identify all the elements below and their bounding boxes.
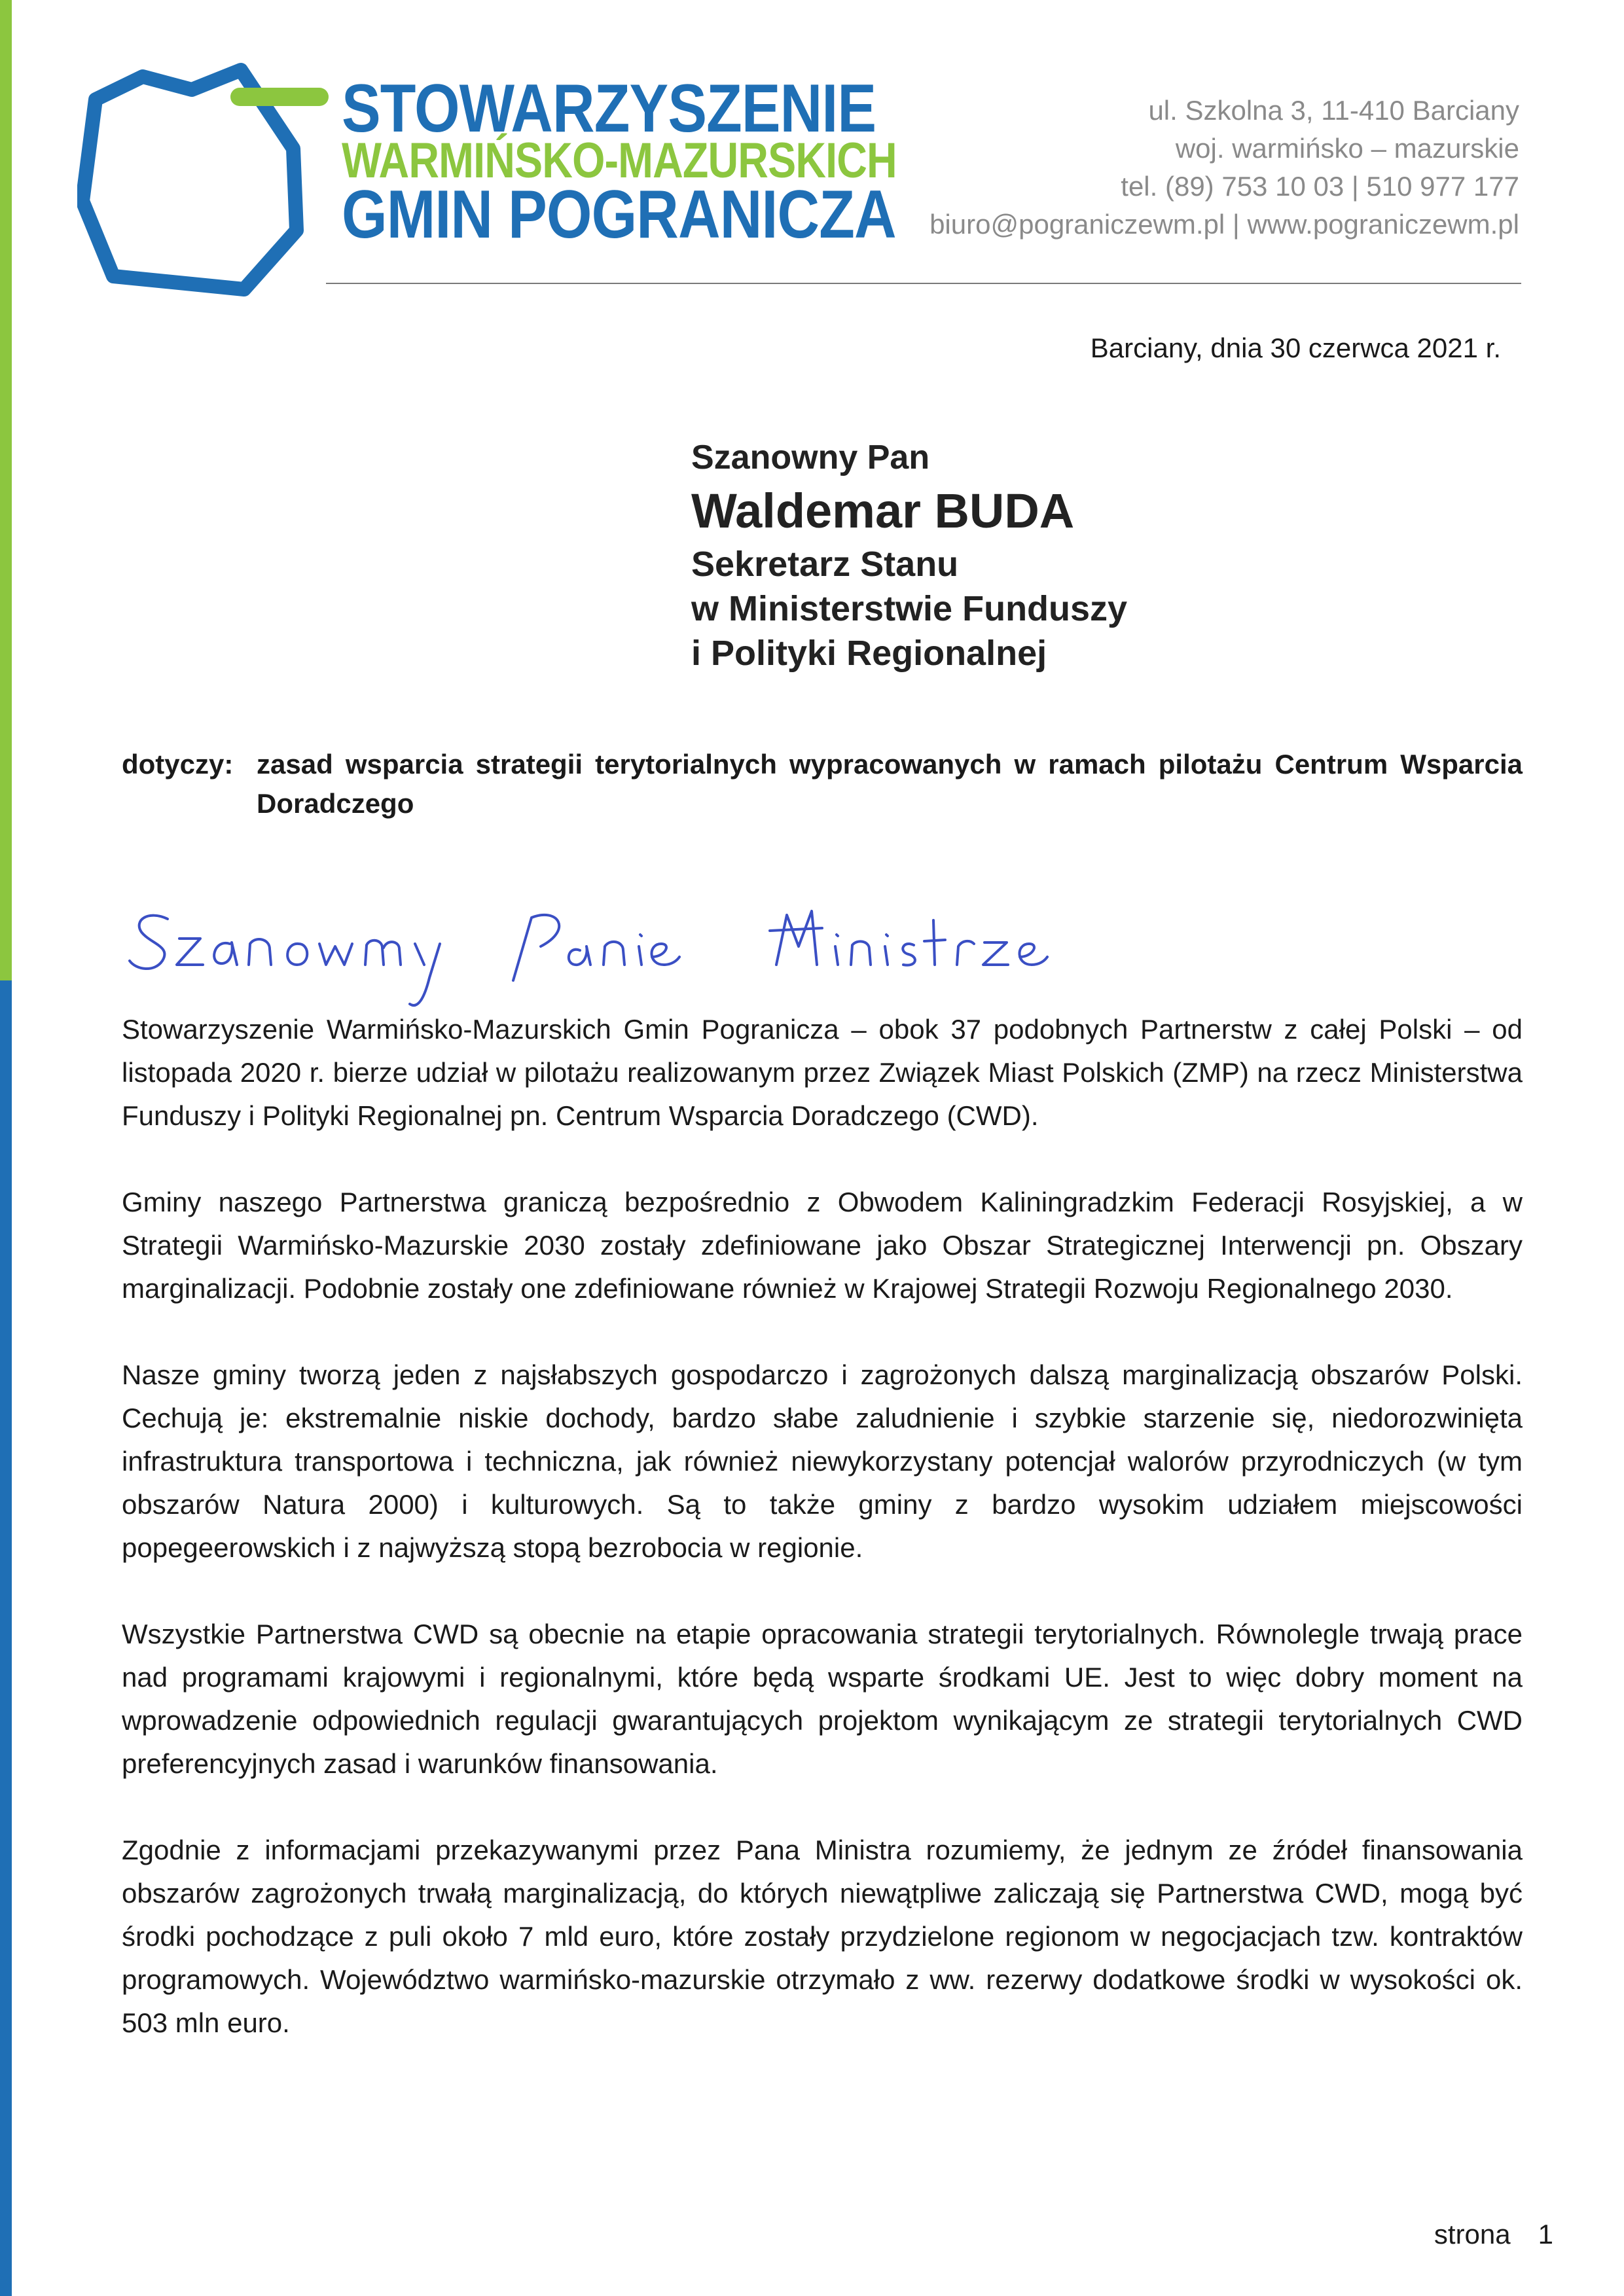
- contact-block: [929, 92, 1519, 243]
- logo-line-1: STOWARZYSZENIE: [342, 71, 876, 147]
- logo-map-outline-icon: [77, 60, 333, 315]
- subject-text: zasad wsparcia strategii terytorialnych wypracowanych w ramach pilotażu Centrum Wsparcia Doradczego: [257, 749, 1523, 819]
- contact-phone: tel. (89) 753 10 03 | 510 977 177: [1121, 171, 1519, 202]
- body-paragraph: Gminy naszego Partnerstwa graniczą bezpośrednio z Obwodem Kaliningradzkim Federacji Rosyjskiej, a w Strategii Warmińsko-Mazurskie 2030 zostały zdefiniowane jako Obszar Strategicznej Interwencji pn. Obszary marginalizacji. Podobnie zostały one zdefiniowane również w Krajowej Strategii Rozwoju Regionalnego 2030.: [122, 1187, 1523, 1304]
- body-paragraph: Wszystkie Partnerstwa CWD są obecnie na etapie opracowania strategii terytorialnych. Równolegle trwają prace nad programami krajowymi i regionalnymi, które będą wsparte środkami UE. Jest to więc dobry moment na wprowadzenie odpowiednich regulacji gwarantujących projektom wynikającym ze strategii terytorialnych CWD preferencyjnych zasad i warunków finansowania.: [122, 1619, 1523, 1779]
- handwritten-greeting: [122, 881, 1156, 1012]
- logo-line-2: WARMIŃSKO-MAZURSKICH: [342, 133, 897, 188]
- page-number: 1: [1538, 2219, 1553, 2250]
- accent-bar-green: [0, 0, 12, 980]
- body-paragraph: Stowarzyszenie Warmińsko-Mazurskich Gmin Pogranicza – obok 37 podobnych Partnerstw z całej Polski – od listopada 2020 r. bierze udział w pilotażu realizowanym przez Związek Miast Polskich (ZMP) na rzecz Ministerstwa Funduszy i Polityki Regionalnej pn. Centrum Wsparcia Doradczego (CWD).: [122, 1014, 1523, 1131]
- body-paragraph: Nasze gminy tworzą jeden z najsłabszych gospodarczo i zagrożonych dalszą marginalizacją obszarów Polski. Cechują je: ekstremalnie niskie dochody, bardzo słabe zaludnienie i szybkie starzenie się, niedorozwinięta infrastruktura transportowa i techniczna, jak również niewykorzystany potencjał walorów przyrodniczych (w tym obszarów Natura 2000) i kulturowych. Są to także gminy z bardzo wysokim udziałem miejscowości popegeerowskich i z najwyższą stopą bezrobocia w regionie.: [122, 1359, 1523, 1563]
- subject-line: [122, 745, 1523, 823]
- contact-address: ul. Szkolna 3, 11-410 Barciany: [1148, 95, 1519, 126]
- contact-region: woj. warmińsko – mazurskie: [1175, 133, 1519, 164]
- logo-wordmark: [342, 71, 994, 253]
- page-footer: [1434, 2219, 1553, 2250]
- addressee-salutation: Szanowny Pan: [691, 439, 930, 476]
- accent-bar-blue: [0, 980, 12, 2296]
- header-divider: [326, 283, 1521, 284]
- page-label: strona: [1434, 2219, 1511, 2250]
- letter-body: [122, 1008, 1523, 2088]
- body-paragraph: Zgodnie z informacjami przekazywanymi przez Pana Ministra rozumiemy, że jednym ze źródeł finansowania obszarów zagrożonych trwałą marginalizacją, do których niewątpliwe zaliczają się Partnerstwa CWD, mogą być środki pochodzące z puli około 7 mld euro, które zostały przydzielone regionom w negocjacjach tzw. kontraktów programowych. Województwo warmińsko-mazurskie otrzymało z ww. rezerwy dodatkowe środki w wysokości ok. 503 mln euro.: [122, 1835, 1523, 2038]
- letter-date: Barciany, dnia 30 czerwca 2021 r.: [1090, 332, 1501, 363]
- subject-label: dotyczy:: [122, 749, 234, 780]
- addressee-name: Waldemar BUDA: [691, 484, 1075, 538]
- addressee-role-line: w Ministerstwie Funduszy: [691, 589, 1128, 628]
- logo-line-3: GMIN POGRANICZA: [342, 177, 896, 253]
- addressee-role-line: i Polityki Regionalnej: [691, 634, 1047, 673]
- addressee-role-line: Sekretarz Stanu: [691, 545, 959, 584]
- addressee-block: [691, 435, 1127, 675]
- contact-web: biuro@pograniczewm.pl | www.pograniczewm.pl: [929, 209, 1519, 240]
